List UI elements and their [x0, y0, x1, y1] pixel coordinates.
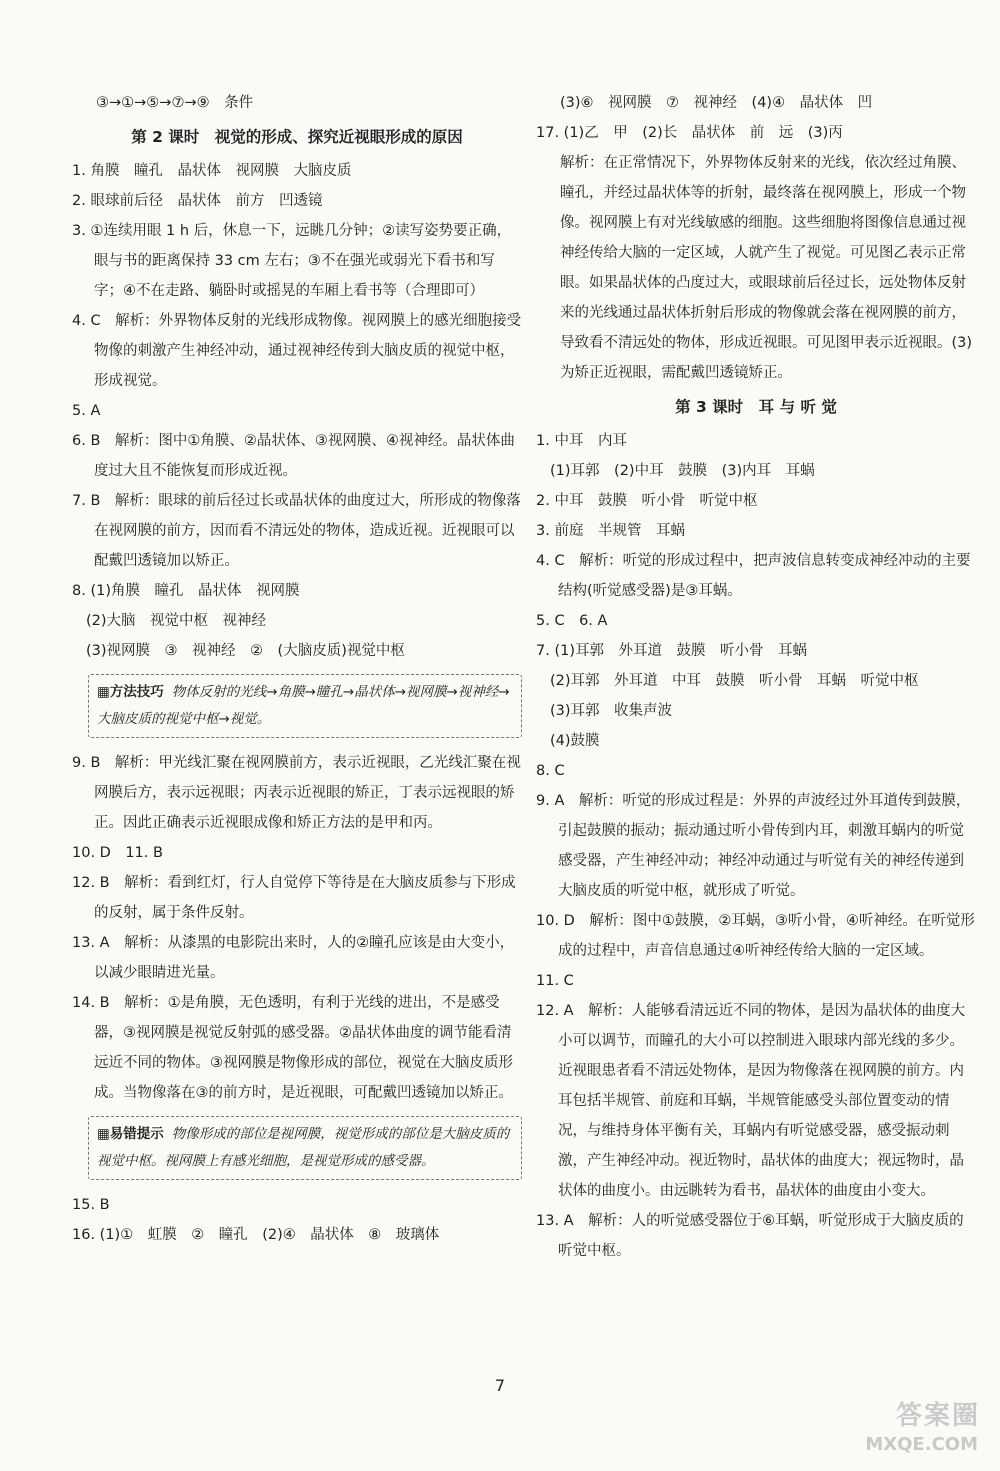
answer-line: 10. D 11. B [72, 845, 163, 861]
answer-line: (3)视网膜 ③ 视神经 ② (大脑皮质)视觉中枢 [86, 643, 405, 659]
answer-line: 2. 中耳 鼓膜 听小骨 听觉中枢 [536, 493, 758, 509]
answer-line: (4)鼓膜 [550, 733, 600, 749]
answer-line: 16. (1)① 虹膜 ② 瞳孔 (2)④ 晶状体 ⑧ 玻璃体 [72, 1227, 440, 1243]
page-number: 7 [494, 1376, 506, 1395]
tip-tag: ▦易错提示 [97, 1126, 164, 1142]
answer-line: 12. B 解析：看到红灯，行人自觉停下等待是在大脑皮质参与下形成的反射，属于条件反射。 [72, 875, 516, 921]
answer-line: 1. 中耳 内耳 [536, 433, 627, 449]
answer-line: 13. A 解析：从漆黑的电影院出来时，人的②瞳孔应该是由大变小，以减少眼睛进光量。 [72, 935, 515, 981]
answer-line: 11. C [536, 973, 574, 989]
answer-line: 解析：在正常情况下，外界物体反射来的光线，依次经过角膜、瞳孔，并经过晶状体等的折射，最终落在视网膜上，形成一个物像。视网膜上有对光线敏感的细胞。这些细胞将图像信息通过视神经传给大脑的一定区域，人就产生了视觉。可见图乙表示正常眼。如果晶状体的凸度过大，或眼球前后径过长，远处物体反射来的光线通过晶状体折射后形成的物像就会落在视网膜的前方，导致看不清远处的物体，形成近视眼。可见图甲表示近视眼。(3)为矫正近视眼，需配戴凹透镜矫正。 [560, 155, 973, 381]
answer-line: (2)耳郭 外耳道 中耳 鼓膜 听小骨 耳蜗 听觉中枢 [550, 673, 919, 689]
answer-line: (2)大脑 视觉中枢 视神经 [86, 613, 267, 629]
section-heading: 第 3 课时 耳 与 听 觉 [675, 398, 837, 416]
answer-line: 9. A 解析：听觉的形成过程是：外界的声波经过外耳道传到鼓膜，引起鼓膜的振动；振动通过听小骨传到内耳，刺激耳蜗内的听觉感受器，产生神经冲动；神经冲动通过与听觉有关的神经传递到大脑皮质的听觉中枢，就形成了听觉。 [536, 793, 971, 899]
answer-line: 12. A 解析：人能够看清远近不同的物体，是因为晶状体的曲度大小可以调节，而瞳孔的大小可以控制进入眼球内部光线的多少。近视眼患者看不清远处物体，是因为物像落在视网膜的前方。内耳包括半规管、前庭和耳蜗，半规管能感受头部位置变动的情况，与维持身体平衡有关，耳蜗内有听觉感受器，感受振动刺激，产生神经冲动。视近物时，晶状体的曲度大；视远物时，晶状体的曲度小。由远眺转为看书，晶状体的曲度由小变大。 [536, 1003, 966, 1199]
answer-line: 10. D 解析：图中①鼓膜，②耳蜗，③听小骨，④听神经。在听觉形成的过程中，声音信息通过④听神经传给大脑的一定区域。 [536, 913, 975, 959]
answer-line: 1. 角膜 瞳孔 晶状体 视网膜 大脑皮质 [72, 163, 352, 179]
right-column [536, 88, 976, 1266]
left-column [72, 88, 522, 1250]
answer-line: 17. (1)乙 甲 (2)长 晶状体 前 远 (3)丙 [536, 125, 843, 141]
answer-line: 7. (1)耳郭 外耳道 鼓膜 听小骨 耳蜗 [536, 643, 807, 659]
answer-line: 4. C 解析：听觉的形成过程中，把声波信息转变成神经冲动的主要结构(听觉感受器)是③耳蜗。 [536, 553, 971, 599]
answer-line: 6. B 解析：图中①角膜、②晶状体、③视网膜、④视神经。晶状体曲度过大且不能恢复而形成近视。 [72, 433, 515, 479]
answer-line: 3. 前庭 半规管 耳蜗 [536, 523, 685, 539]
tip-tag: ▦方法技巧 [97, 684, 164, 700]
answer-line: 5. C 6. A [536, 613, 608, 629]
answer-line: 4. C 解析：外界物体反射的光线形成物像。视网膜上的感光细胞接受物像的刺激产生神经冲动，通过视神经传到大脑皮质的视觉中枢，形成视觉。 [72, 313, 522, 389]
answer-line: 9. B 解析：甲光线汇聚在视网膜前方，表示近视眼，乙光线汇聚在视网膜后方，表示远视眼；丙表示近视眼的矫正，丁表示远视眼的矫正。因此正确表示近视眼成像和矫正方法的是甲和丙。 [72, 755, 521, 831]
answer-line: 8. (1)角膜 瞳孔 晶状体 视网膜 [72, 583, 300, 599]
answer-line: 13. A 解析：人的听觉感受器位于⑥耳蜗，听觉形成于大脑皮质的听觉中枢。 [536, 1213, 964, 1259]
answer-line: ③→①→⑤→⑦→⑨ 条件 [96, 95, 254, 111]
tip-text: 物像形成的部位是视网膜，视觉形成的部位是大脑皮质的视觉中枢。视网膜上有感光细胞，是视觉形成的感受器。 [97, 1126, 510, 1169]
answer-line: 7. B 解析：眼球的前后径过长或晶状体的曲度过大，所形成的物像落在视网膜的前方，因而看不清远处的物体，造成近视。近视眼可以配戴凹透镜加以矫正。 [72, 493, 521, 569]
watermark-logo: 答案圈 [895, 1401, 980, 1431]
answer-line: (1)耳郭 (2)中耳 鼓膜 (3)内耳 耳蜗 [550, 463, 815, 479]
section-heading: 第 2 课时 视觉的形成、探究近视眼形成的原因 [131, 128, 463, 146]
tip-box [88, 1116, 522, 1180]
answer-line: 5. A [72, 403, 101, 419]
answer-line: 3. ①连续用眼 1 h 后，休息一下，远眺几分钟；②读写姿势要正确，眼与书的距离保持 33 cm 左右；③不在强光或弱光下看书和写字；④不在走路、躺卧时或摇晃的车厢上看书等（合理即可） [72, 223, 512, 299]
watermark-url: MXQE.COM [865, 1434, 978, 1455]
answer-line: 8. C [536, 763, 565, 779]
answer-line: (3)⑥ 视网膜 ⑦ 视神经 (4)④ 晶状体 凹 [560, 95, 873, 111]
answer-line: 15. B [72, 1197, 110, 1213]
answer-line: (3)耳郭 收集声波 [550, 703, 673, 719]
tip-text: 物体反射的光线→角膜→瞳孔→晶状体→视网膜→视神经→大脑皮质的视觉中枢→视觉。 [97, 684, 510, 727]
answer-line: 2. 眼球前后径 晶状体 前方 凹透镜 [72, 193, 323, 209]
answer-line: 14. B 解析：①是角膜，无色透明，有利于光线的进出，不是感受器，③视网膜是视觉反射弧的感受器。②晶状体曲度的调节能看清远近不同的物体。③视网膜是物像形成的部位，视觉在大脑皮质形成。当物像落在③的前方时，是近视眼，可配戴凹透镜加以矫正。 [72, 995, 513, 1101]
tip-box [88, 674, 522, 738]
